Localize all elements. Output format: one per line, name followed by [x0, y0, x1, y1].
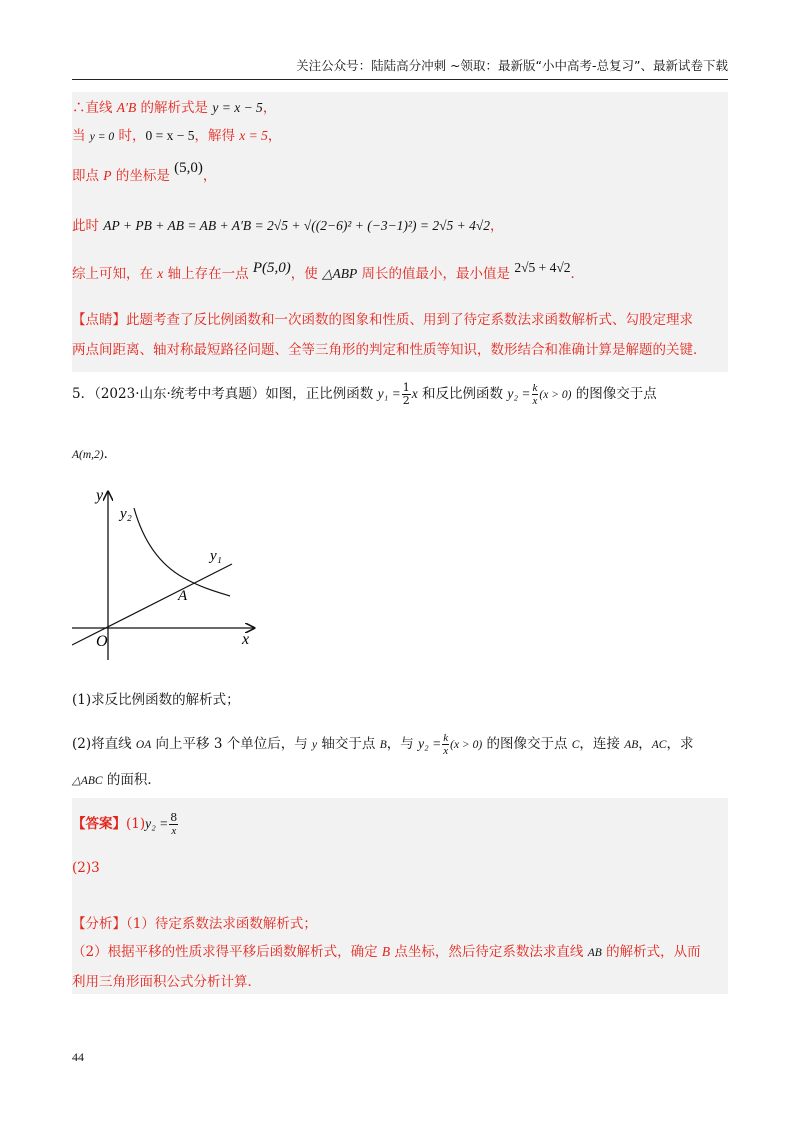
- answer-line-2: (2)3: [72, 860, 100, 876]
- solution-line-1: ∴直线 A′B 的解析式是 y = x − 5，: [72, 100, 277, 116]
- axis-label-x: x: [242, 631, 250, 648]
- point-a: A: [178, 588, 188, 604]
- solution-line-3: 即点 P 的坐标是 (5,0)，: [72, 160, 217, 184]
- question-1: (1)求反比例函数的解析式；: [72, 692, 240, 708]
- remark-line-2: 两点间距离、轴对称最短路径问题、全等三角形的判定和性质等知识，数形结合和准确计算是解题的关键．: [72, 342, 707, 358]
- point-a-label: A(m,2)．: [72, 446, 118, 462]
- fraction-half: $\frac{1}{2}$: [402, 381, 410, 407]
- question-2-cont: △ABC 的面积．: [72, 772, 161, 788]
- answer-block: [72, 798, 728, 994]
- origin-label: O: [96, 633, 108, 650]
- fraction-k-over-x-2: $\frac{k}{x}$: [443, 732, 449, 757]
- page-number: 44: [72, 1050, 84, 1064]
- analysis-line-1: 【分析】（1）待定系数法求函数解析式；: [72, 916, 317, 932]
- solution-line-4: 此时 AP + PB + AB = AB + A′B = 2√5 + √((2−6)² + (−3−1)²) = 2√5 + 4√2，: [72, 218, 504, 234]
- analysis-line-2: （2）根据平移的性质求得平移后函数解析式，确定 B 点坐标，然后待定系数法求直线 AB 的解析式，从而: [72, 944, 701, 960]
- label-y1: y₁: [210, 548, 222, 564]
- function-graph: [72, 484, 272, 664]
- question-2: (2)将直线 OA 向上平移 3 个单位后，与 y 轴交于点 B，与 y₂ = $\frac{k}{x}$ (x > 0) 的图像交于点 C，连接 AB，AC，求: [72, 732, 694, 757]
- fraction-8-over-x: $\frac{8}{x}$: [170, 811, 178, 837]
- solution-line-5: 综上可知，在 x 轴上存在一点 P(5,0)，使 △ABP 周长的值最小，最小值是 2√5 + 4√2．: [72, 260, 584, 282]
- solution-block: [72, 92, 728, 372]
- axis-label-y: y: [96, 487, 104, 504]
- page-header: 关注公众号：陆陆高分冲刺 ~领取：最新版“小中高考-总复习”、最新试卷下载: [72, 56, 728, 80]
- answer-line-1: 【答案】(1)y₂ = $\frac{8}{x}$: [72, 811, 178, 837]
- problem-statement: 5．（2023·山东·统考中考真题）如图，正比例函数 y₁ = $\frac{1}{2}$ x 和反比例函数 y₂ = $\frac{k}{x}$ (x > 0) 的图像交于点: [72, 381, 657, 407]
- fraction-k-over-x: $\frac{k}{x}$: [532, 382, 538, 407]
- label-y2: y₂: [120, 506, 132, 522]
- solution-line-2: 当 y = 0 时，0 = x − 5，解得 x = 5，: [72, 128, 282, 144]
- remark-line-1: 【点睛】此题考查了反比例函数和一次函数的图象和性质、用到了待定系数法求函数解析式、勾股定理求: [72, 312, 693, 328]
- analysis-line-3: 利用三角形面积公式分析计算．: [72, 974, 261, 990]
